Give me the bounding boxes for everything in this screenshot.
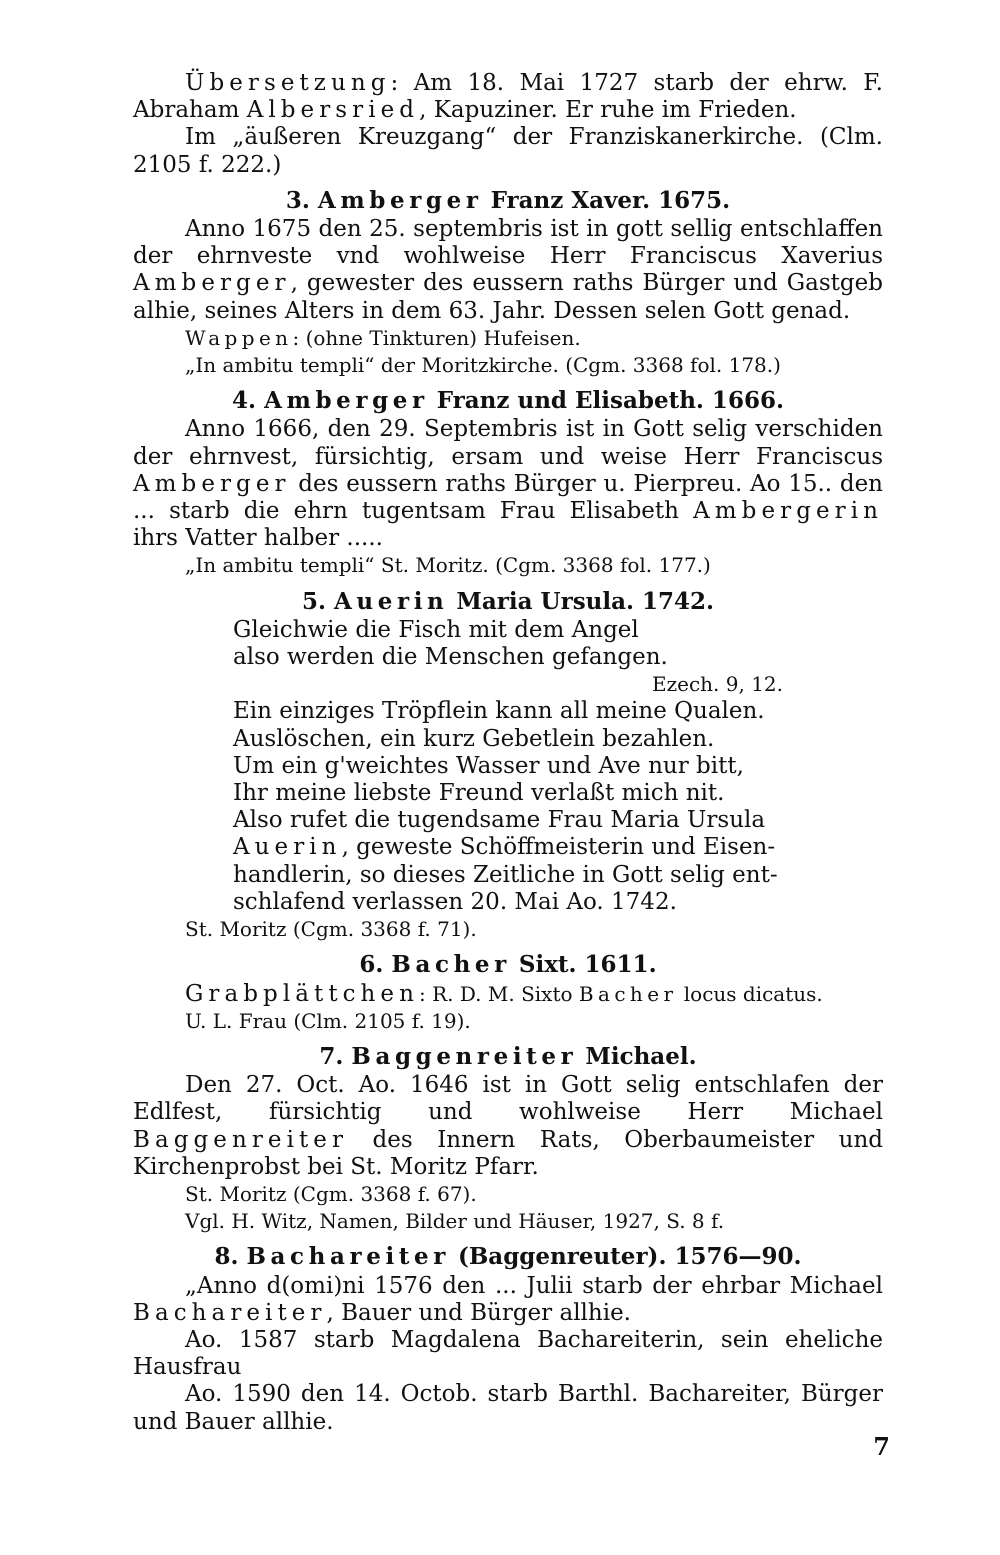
- verse-line: Auslöschen, ein kurz Gebetlein bezahlen.: [233, 725, 715, 752]
- entry-text-6: Grabplättchen: R. D. M. Sixto Bacher locus dicatus.: [185, 980, 823, 1007]
- entry-text-8: „Anno d(omi)ni 1576 den ... Julii starb der ehrbar Michael Bachareiter, Bauer und Bürger allhie.: [133, 1272, 883, 1326]
- entry-source-3: „In ambitu templi“ der Moritzkirche. (Cgm. 3368 fol. 178.): [185, 353, 781, 378]
- entry-source-5: St. Moritz (Cgm. 3368 f. 71).: [185, 917, 477, 942]
- entry-heading-7: 7. Baggenreiter Michael.: [319, 1042, 697, 1070]
- page-number: 7: [873, 1432, 890, 1461]
- verse-line: Um ein g'weichtes Wasser und Ave nur bitt,: [233, 752, 744, 779]
- entry-source-7: St. Moritz (Cgm. 3368 f. 67).: [185, 1181, 477, 1206]
- verse-line: Ein einziges Tröpflein kann all meine Qualen.: [233, 698, 765, 725]
- entry-heading-5: 5. Auerin Maria Ursula. 1742.: [301, 587, 715, 615]
- entry-text-3: Anno 1675 den 25. septembris ist in gott sellig entschlaffen der ehrnveste vnd wohlweise Herr Franciscus Xaverius Amberger, gewester des eussern raths Bürger und Gastgeb alhie, seines Alters in dem 63. Jahr. Dessen selen Gott genad.: [133, 216, 883, 324]
- epitaph-verse: [233, 617, 793, 916]
- entry-heading-8: 8. Bachareiter (Baggenreuter). 1576—90.: [214, 1243, 802, 1271]
- verse-line: Ihr meine liebste Freund verlaßt mich nit.: [233, 780, 725, 807]
- entry-text-7: Den 27. Oct. Ao. 1646 ist in Gott selig entschlafen der Edlfest, fürsichtig und wohlweise Herr Michael Baggenreiter des Innern Rats, Oberbaumeister und Kirchenprobst bei St. Moritz Pfarr.: [133, 1072, 883, 1180]
- entry-source-4: „In ambitu templi“ St. Moritz. (Cgm. 3368 fol. 177.): [185, 553, 711, 578]
- entry-source-6: U. L. Frau (Clm. 2105 f. 19).: [185, 1008, 471, 1033]
- location-paragraph: Im „äußeren Kreuzgang“ der Franziskanerkirche. (Clm. 2105 f. 222.): [133, 124, 883, 178]
- verse-line: schlafend verlassen 20. Mai Ao. 1742.: [233, 888, 677, 915]
- verse-reference: Ezech. 9, 12.: [651, 672, 783, 697]
- entry-text-4: Anno 1666, den 29. Septembris ist in Gott selig verschiden der ehrnvest, fürsichtig, ersam und weise Herr Franciscus Amberger des eussern raths Bürger u. Pierpreu. Ao 15.. den ... starb die ehrn tugentsam Frau Elisabeth Ambergerin ihrs Vatter halber .....: [133, 416, 883, 552]
- translation-paragraph: Übersetzung: Am 18. Mai 1727 starb der ehrw. F. Abraham Albersried, Kapuziner. Er ruhe im Frieden.: [133, 70, 883, 124]
- wappen-line: Wappen: (ohne Tinkturen) Hufeisen.: [185, 325, 581, 350]
- verse-line: Gleichwie die Fisch mit dem Angel: [233, 616, 639, 643]
- entry-text-8c: Ao. 1590 den 14. Octob. starb Barthl. Bachareiter, Bürger und Bauer allhie.: [133, 1381, 883, 1435]
- verse-line: Also rufet die tugendsame Frau Maria Ursula: [233, 807, 766, 834]
- entry-heading-6: 6. Bacher Sixt. 1611.: [359, 951, 657, 979]
- entry-heading-4: 4. Amberger Franz und Elisabeth. 1666.: [232, 387, 784, 415]
- entry-text-8b: Ao. 1587 starb Magdalena Bachareiterin, sein eheliche Hausfrau: [133, 1326, 883, 1381]
- verse-line: also werden die Menschen gefangen.: [233, 644, 668, 671]
- entry-heading-3: 3. Amberger Franz Xaver. 1675.: [285, 186, 731, 214]
- literature-reference: Vgl. H. Witz, Namen, Bilder und Häuser, 1927, S. 8 f.: [185, 1209, 725, 1234]
- page-content: [133, 70, 883, 1436]
- verse-line: handlerin, so dieses Zeitliche in Gott selig ent-: [233, 861, 778, 888]
- verse-line: Auerin, geweste Schöffmeisterin und Eisen-: [233, 834, 776, 861]
